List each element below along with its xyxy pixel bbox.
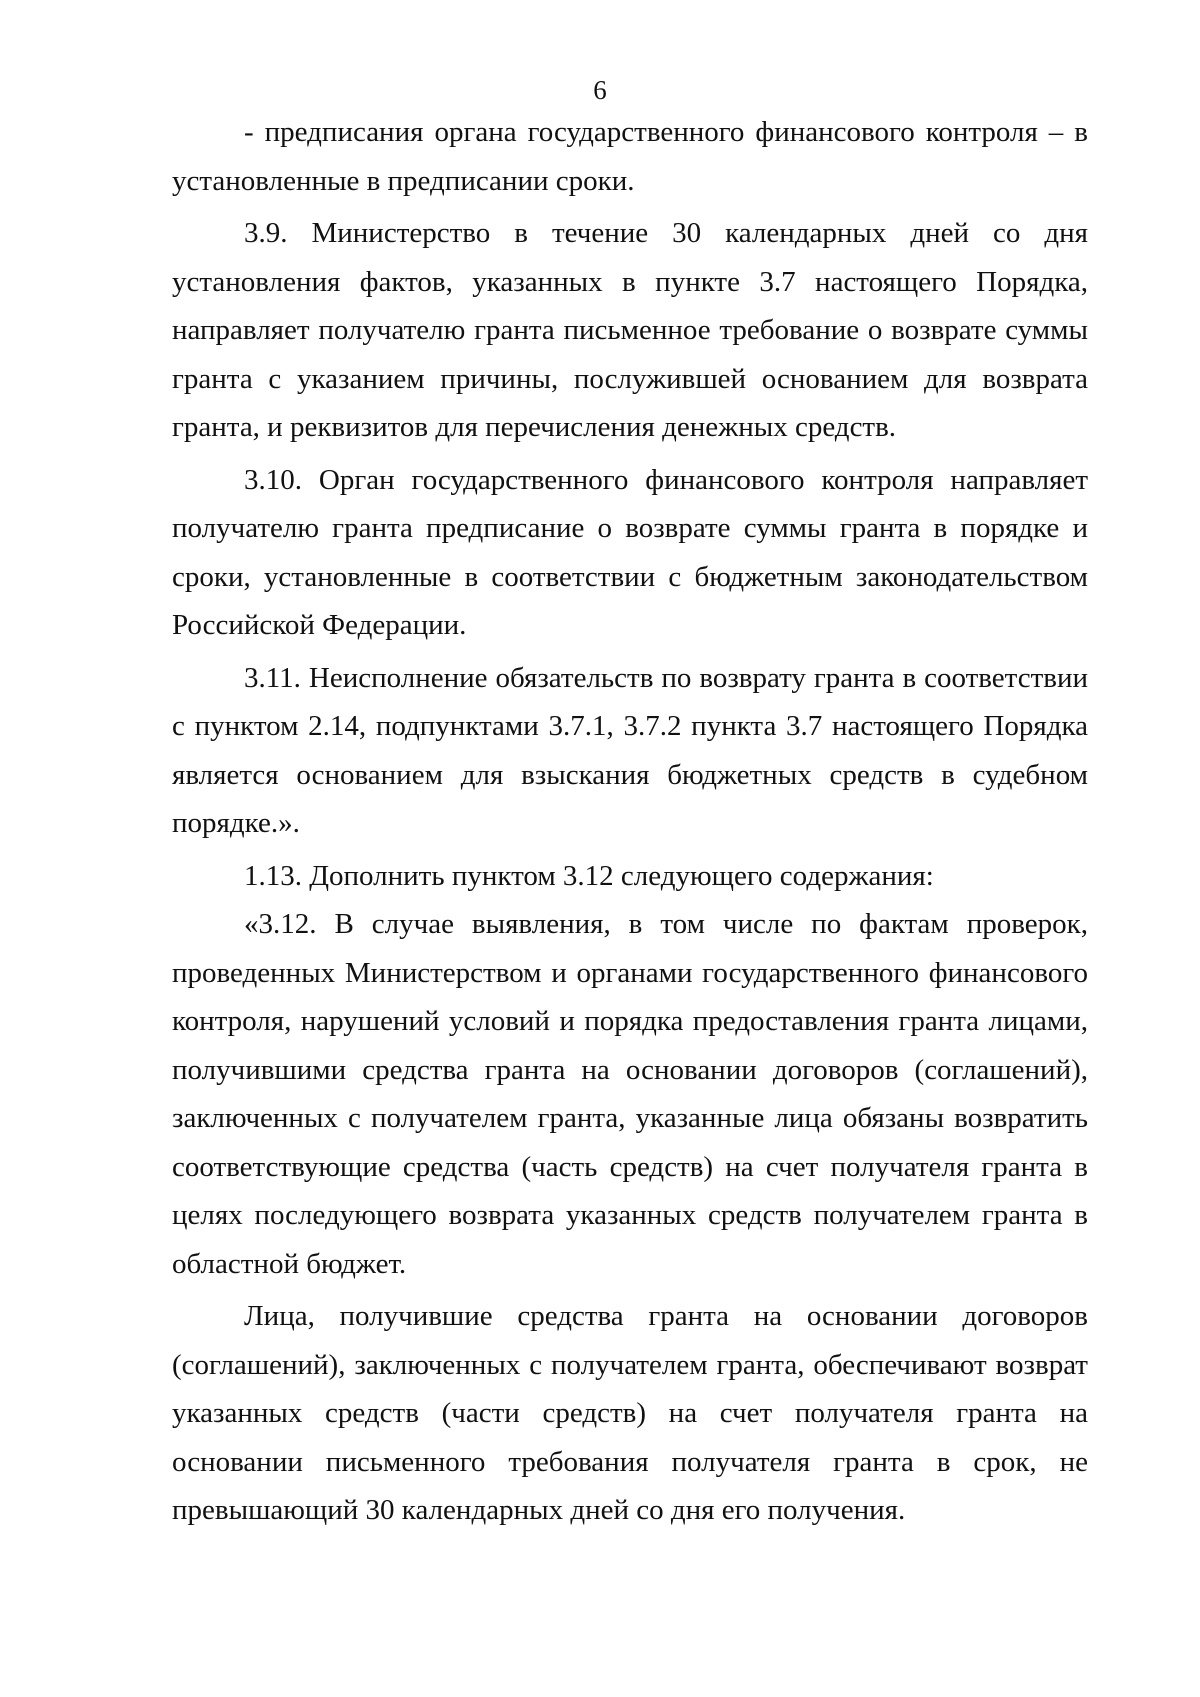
paragraph-3-11: 3.11. Неисполнение обязательств по возврату гранта в соответствии с пунктом 2.14, подпунктами 3.7.1, 3.7.2 пункта 3.7 настоящего Порядка является основанием для взыскания бюджетных средств в судебном порядке.». [172, 661, 1088, 839]
paragraph-3-9: 3.9. Министерство в течение 30 календарных дней со дня установления фактов, указанных в пункте 3.7 настоящего Порядка, направляет получателю гранта письменное требование о возврате суммы гранта с указанием причины, послужившей основанием для возврата гранта, и реквизитов для перечисления денежных средств. [172, 217, 1088, 443]
document-body [172, 108, 1088, 1535]
page-number: 6 [593, 75, 607, 105]
paragraph-3-12: «3.12. В случае выявления, в том числе по фактам проверок, проведенных Министерством и органами государственного финансового контроля, нарушений условий и порядка предоставления гранта лицами, получившими средства гранта на основании договоров (соглашений), заключенных с получателем гранта, указанные лица обязаны возвратить соответствующие средства (часть средств) на счет получателя гранта в целях последующего возврата указанных средств получателем гранта в областной бюджет. [172, 908, 1088, 1280]
paragraph-prescription-deadline: - предписания органа государственного финансового контроля – в установленные в предписании сроки. [172, 116, 1088, 197]
paragraph-grant-recipients-return: Лица, получившие средства гранта на основании договоров (соглашений), заключенных с получателем гранта, обеспечивают возврат указанных средств (части средств) на счет получателя гранта на основании письменного требования получателя гранта в срок, не превышающий 30 календарных дней со дня его получения. [172, 1300, 1088, 1526]
paragraph-3-10: 3.10. Орган государственного финансового контроля направляет получателю гранта предписание о возврате суммы гранта в порядке и сроки, установленные в соответствии с бюджетным законодательством Российской Федерации. [172, 463, 1088, 641]
paragraph-1-13: 1.13. Дополнить пунктом 3.12 следующего содержания: [244, 859, 934, 892]
